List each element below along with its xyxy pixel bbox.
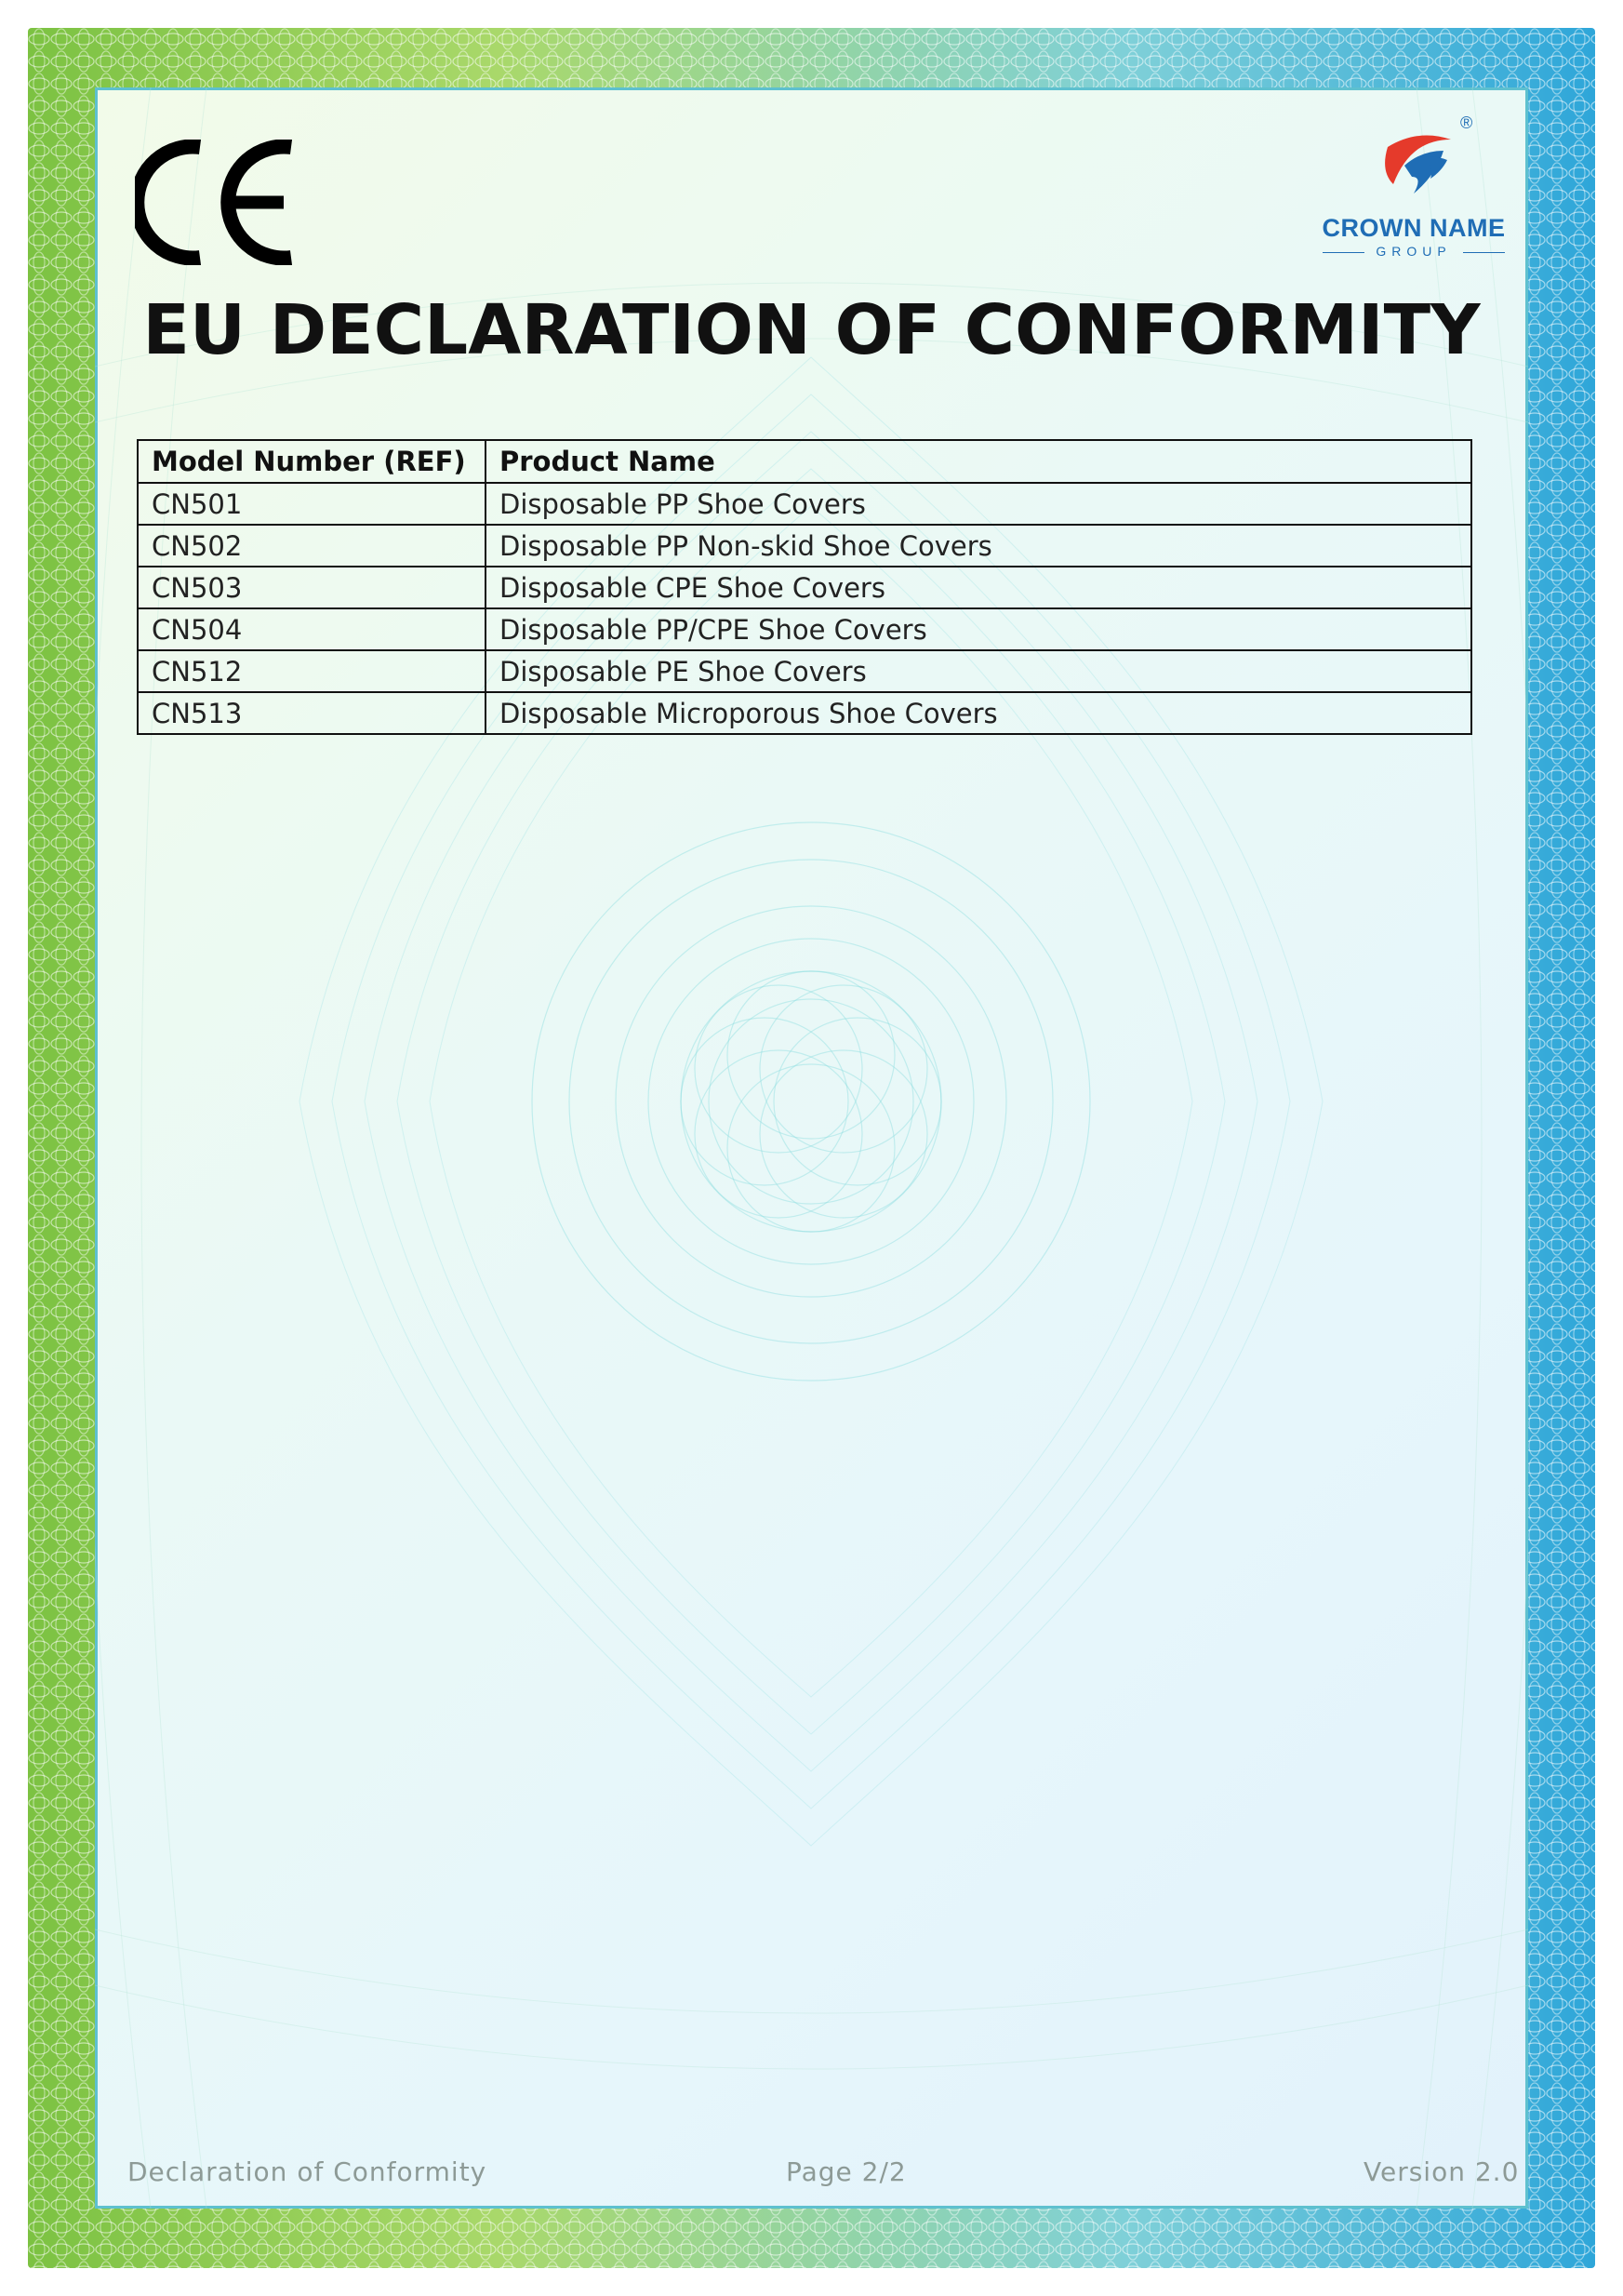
page-title: EU DECLARATION OF CONFORMITY	[142, 290, 1481, 370]
table-header-row	[138, 440, 1471, 483]
column-header-model: Model Number (REF)	[138, 440, 486, 483]
product-name-cell: Disposable Microporous Shoe Covers	[486, 692, 1471, 734]
ce-mark-icon	[135, 140, 298, 265]
table-row	[138, 567, 1471, 608]
model-number-cell: CN513	[138, 692, 486, 734]
footer-page-number: Page 2/2	[786, 2156, 907, 2187]
company-logo	[1302, 113, 1525, 268]
table-row	[138, 608, 1471, 650]
logo-name: CROWN NAME	[1322, 214, 1506, 242]
crown-name-emblem-icon	[1377, 119, 1460, 203]
table-row	[138, 692, 1471, 734]
table-row	[138, 525, 1471, 567]
product-table	[137, 439, 1472, 735]
model-number-cell: CN501	[138, 483, 486, 525]
product-name-cell: Disposable CPE Shoe Covers	[486, 567, 1471, 608]
footer-version: Version 2.0	[1364, 2156, 1520, 2187]
product-name-cell: Disposable PP/CPE Shoe Covers	[486, 608, 1471, 650]
table-row	[138, 650, 1471, 692]
table-row	[138, 483, 1471, 525]
model-number-cell: CN504	[138, 608, 486, 650]
registered-mark: ®	[1460, 113, 1473, 132]
model-number-cell: CN512	[138, 650, 486, 692]
footer-document-name: Declaration of Conformity	[127, 2156, 487, 2187]
product-name-cell: Disposable PP Non-skid Shoe Covers	[486, 525, 1471, 567]
model-number-cell: CN503	[138, 567, 486, 608]
product-name-cell: Disposable PP Shoe Covers	[486, 483, 1471, 525]
model-number-cell: CN502	[138, 525, 486, 567]
logo-group-label: GROUP	[1376, 244, 1452, 259]
product-name-cell: Disposable PE Shoe Covers	[486, 650, 1471, 692]
column-header-product: Product Name	[486, 440, 1471, 483]
guilloche-rosette-background	[95, 87, 1528, 2209]
logo-divider-right	[1463, 252, 1505, 253]
